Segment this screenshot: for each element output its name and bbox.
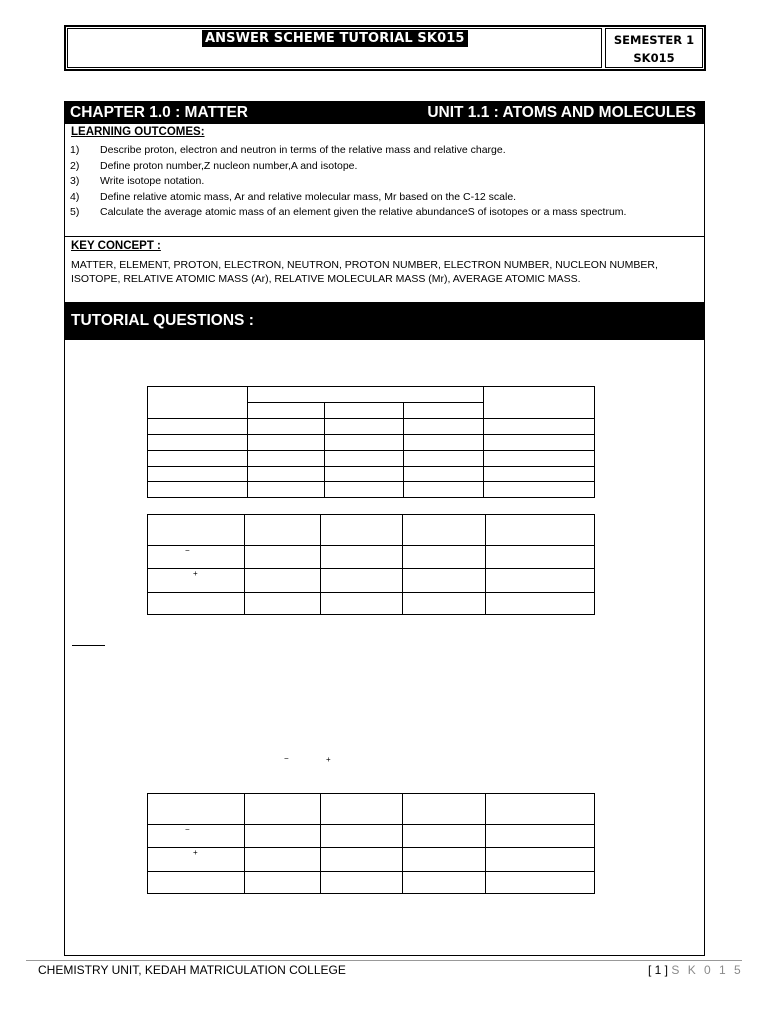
table-cell (325, 403, 404, 419)
species-table-2 (147, 793, 595, 894)
table-cell (248, 387, 484, 403)
plus-sign: + (193, 848, 198, 857)
table-cell (248, 403, 325, 419)
semester-label: SEMESTER 1 (613, 33, 695, 47)
minus-sign: − (185, 546, 190, 555)
item-number: 4) (70, 190, 80, 203)
plus-sign: + (326, 755, 331, 764)
list-item (70, 174, 690, 190)
learning-outcomes-heading: LEARNING OUTCOMES: (71, 126, 205, 138)
species-table-1 (147, 514, 595, 615)
unit-title: UNIT 1.1 : ATOMS AND MOLECULES (427, 104, 696, 121)
list-item (70, 205, 690, 221)
learning-outcomes-list (70, 143, 690, 221)
item-text: Write isotope notation. (100, 175, 205, 187)
footer-divider (26, 960, 742, 961)
item-number: 1) (70, 144, 80, 156)
footer-course-code: S K 0 1 5 (671, 963, 744, 977)
table-row (148, 435, 595, 451)
item-number: 5) (70, 206, 80, 218)
section-divider (65, 236, 704, 237)
chapter-bar (65, 102, 704, 124)
document-title: ANSWER SCHEME TUTORIAL SK015 (202, 30, 468, 47)
table-cell (484, 387, 595, 419)
table-row (148, 515, 595, 546)
table-row (148, 569, 595, 593)
table-row (148, 467, 595, 482)
table-row (148, 419, 595, 435)
item-text: Describe proton, electron and neutron in terms of the relative mass and relative charge. (100, 144, 506, 156)
list-item (70, 190, 690, 206)
particle-table (147, 386, 595, 498)
tutorial-questions-bar: TUTORIAL QUESTIONS : (65, 302, 704, 340)
table-row (148, 451, 595, 467)
semester-cell (605, 28, 703, 68)
minus-sign: − (185, 825, 190, 834)
table-cell (404, 403, 484, 419)
table-row (148, 848, 595, 872)
course-code: SK015 (633, 51, 675, 65)
table-row (148, 482, 595, 498)
minus-sign: − (284, 754, 289, 763)
page-number: [ 1 ] (648, 963, 669, 977)
table-row (148, 872, 595, 894)
table-row (148, 593, 595, 615)
answer-underline (72, 645, 105, 646)
chapter-title: CHAPTER 1.0 : MATTER (70, 104, 248, 121)
table-row (148, 825, 595, 848)
table-row (148, 546, 595, 569)
item-text: Calculate the average atomic mass of an element given the relative abundanceS of isotopes or a mass spectrum. (100, 206, 627, 218)
list-item (70, 159, 690, 175)
list-item (70, 143, 690, 159)
table-cell (148, 387, 248, 419)
footer-institution: CHEMISTRY UNIT, KEDAH MATRICULATION COLLEGE (38, 963, 346, 977)
item-number: 2) (70, 159, 80, 172)
item-number: 3) (70, 175, 80, 187)
item-text: Define proton number,Z nucleon number,A and isotope. (100, 159, 358, 172)
item-text: Define relative atomic mass, Ar and relative molecular mass, Mr based on the C-12 scale. (100, 190, 517, 203)
key-concept-heading: KEY CONCEPT : (71, 240, 161, 252)
key-concept-text: MATTER, ELEMENT, PROTON, ELECTRON, NEUTRON, PROTON NUMBER, ELECTRON NUMBER, NUCLEON NUMBER, ISOTOPE, RELATIVE ATOMIC MASS (Ar), RELATIVE MOLECULAR MASS (Mr), AVERAGE ATOMIC MASS. (71, 259, 658, 285)
footer-page (648, 963, 743, 977)
table-row (148, 794, 595, 825)
plus-sign: + (193, 569, 198, 578)
